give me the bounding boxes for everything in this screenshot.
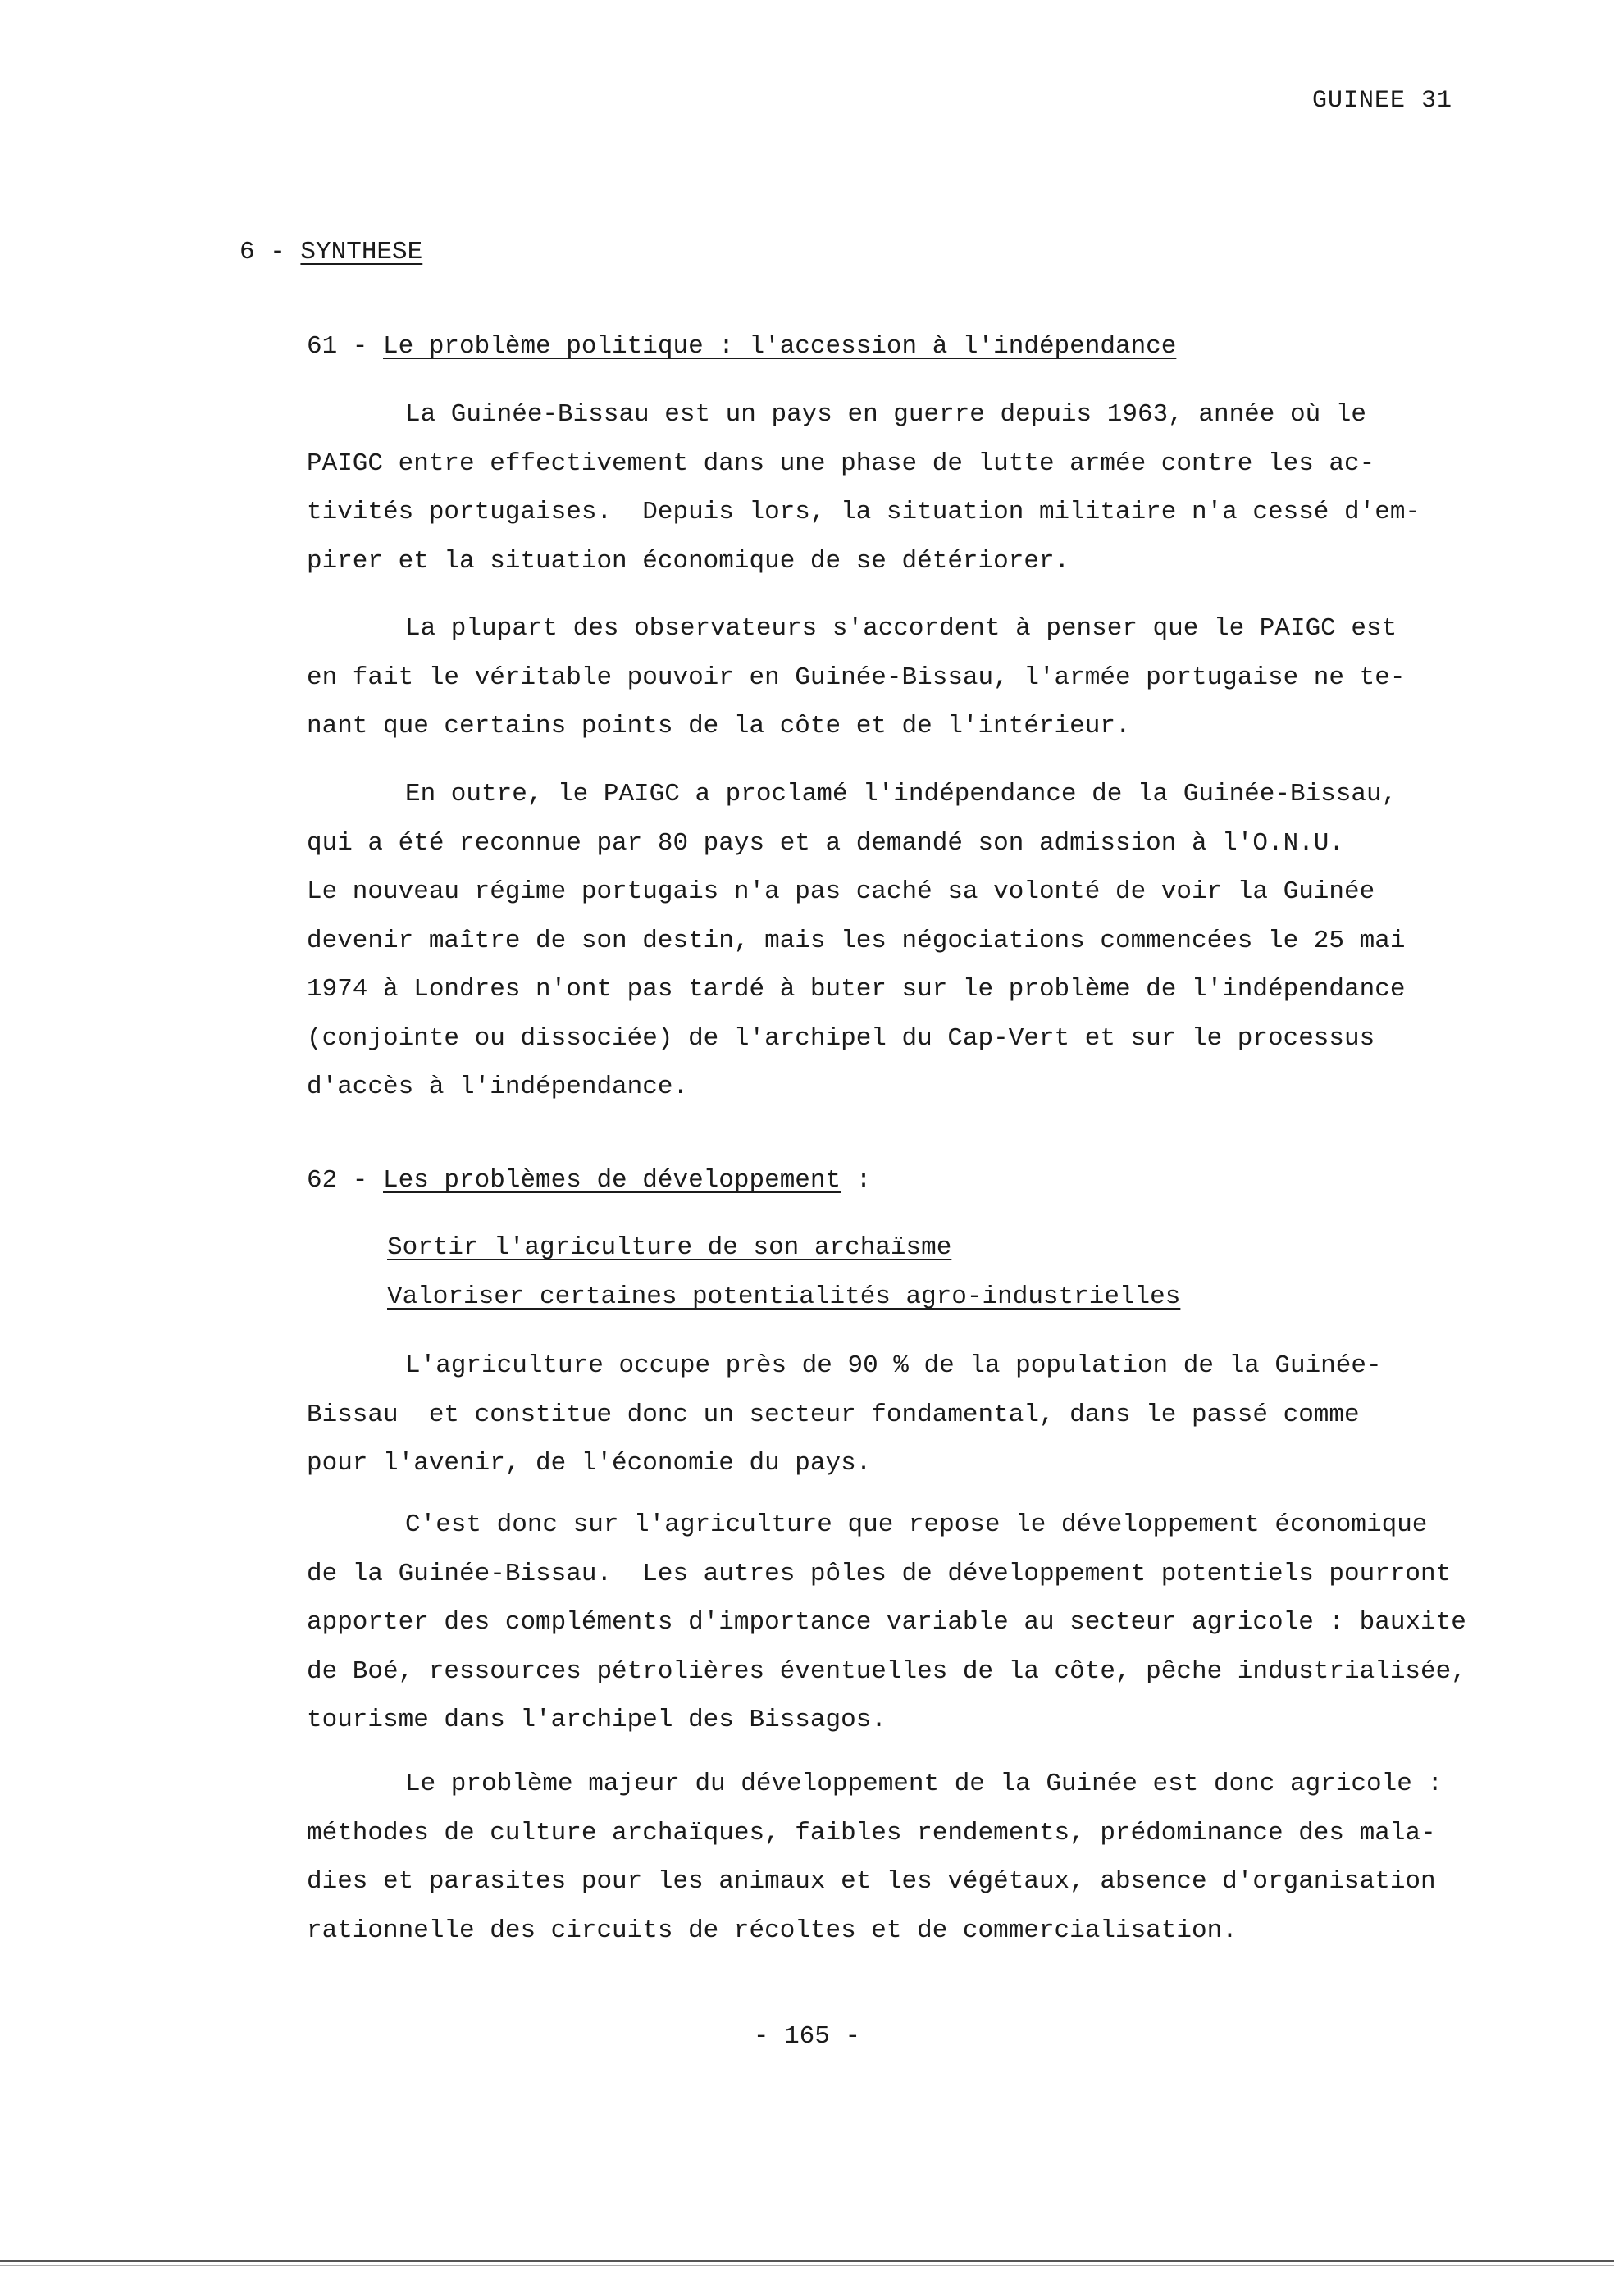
paragraph-2 (307, 604, 1521, 751)
running-header: GUINEE 31 (1311, 87, 1452, 115)
paragraph-line: rationnelle des circuits de récoltes et de commercialisation. (307, 1916, 1238, 1945)
page-number: - 165 - (753, 2022, 861, 2051)
paragraph-line: dies et parasites pour les animaux et les végétaux, absence d'organisation (307, 1867, 1436, 1896)
section-heading (239, 238, 422, 266)
paragraph-line: en fait le véritable pouvoir en Guinée-Bissau, l'armée portugaise ne te- (307, 663, 1406, 692)
subtitle-agriculture: Sortir l'agriculture de son archaïsme (387, 1233, 952, 1262)
paragraph-line: devenir maître de son destin, mais les négociations commencées le 25 mai (307, 926, 1406, 955)
paragraph-line: tourisme dans l'archipel des Bissagos. (307, 1706, 887, 1734)
paragraph-line: apporter des compléments d'importance variable au secteur agricole : bauxite (307, 1608, 1466, 1637)
paragraph-line: 1974 à Londres n'ont pas tardé à buter sur le problème de l'indépendance (307, 975, 1406, 1004)
paragraph-line: (conjointe ou dissociée) de l'archipel du Cap-Vert et sur le processus (307, 1023, 1375, 1053)
paragraph-line: La Guinée-Bissau est un pays en guerre depuis 1963, année où le (405, 400, 1366, 429)
paragraph-line: Le nouveau régime portugais n'a pas caché sa volonté de voir la Guinée (307, 877, 1375, 906)
subsection-61-number: 61 - (307, 332, 384, 361)
paragraph-line: C'est donc sur l'agriculture que repose le développement économique (405, 1510, 1428, 1539)
paragraph-line: Le problème majeur du développement de la Guinée est donc agricole : (405, 1770, 1443, 1798)
paragraph-5 (307, 1501, 1521, 1745)
subsection-62-heading (307, 1166, 871, 1195)
paragraph-line: En outre, le PAIGC a proclamé l'indépendance de la Guinée-Bissau, (405, 780, 1397, 809)
subsection-62-colon: : (841, 1166, 872, 1195)
scan-edge-rule-secondary (0, 2265, 1614, 2266)
scan-edge-rule (0, 2260, 1614, 2262)
paragraph-1 (307, 390, 1521, 585)
paragraph-line: Bissau et constitue donc un secteur fondamental, dans le passé comme (307, 1400, 1360, 1429)
paragraph-line: pour l'avenir, de l'économie du pays. (307, 1449, 872, 1478)
subsection-61-heading (307, 332, 1176, 361)
section-number: 6 - (239, 238, 301, 266)
paragraph-line: tivités portugaises. Depuis lors, la situation militaire n'a cessé d'em- (307, 498, 1421, 526)
paragraph-6 (307, 1760, 1521, 1955)
paragraph-4 (307, 1342, 1521, 1488)
paragraph-line: nant que certains points de la côte et de l'intérieur. (307, 712, 1131, 740)
paragraph-line: PAIGC entre effectivement dans une phase de lutte armée contre les ac- (307, 449, 1375, 478)
paragraph-line: d'accès à l'indépendance. (307, 1073, 689, 1101)
paragraph-line: L'agriculture occupe près de 90 % de la population de la Guinée- (405, 1351, 1382, 1380)
paragraph-3 (307, 770, 1521, 1112)
subsection-62-number: 62 - (307, 1166, 384, 1195)
paragraph-line: pirer et la situation économique de se détériorer. (307, 546, 1070, 576)
paragraph-line: de Boé, ressources pétrolières éventuelles de la côte, pêche industrialisée, (307, 1656, 1466, 1686)
section-title: SYNTHESE (300, 238, 423, 266)
paragraph-line: qui a été reconnue par 80 pays et a demandé son admission à l'O.N.U. (307, 828, 1345, 858)
paragraph-line: de la Guinée-Bissau. Les autres pôles de développement potentiels pourront (307, 1559, 1452, 1588)
paragraph-line: La plupart des observateurs s'accordent à penser que le PAIGC est (405, 614, 1397, 643)
subsection-62-subtitles (387, 1223, 1180, 1322)
subtitle-agro-industrial: Valoriser certaines potentialités agro-industrielles (387, 1282, 1181, 1311)
paragraph-line: méthodes de culture archaïques, faibles rendements, prédominance des mala- (307, 1818, 1436, 1847)
subsection-62-title: Les problèmes de développement (383, 1166, 841, 1195)
subsection-61-title: Le problème politique : l'accession à l'indépendance (383, 332, 1177, 361)
